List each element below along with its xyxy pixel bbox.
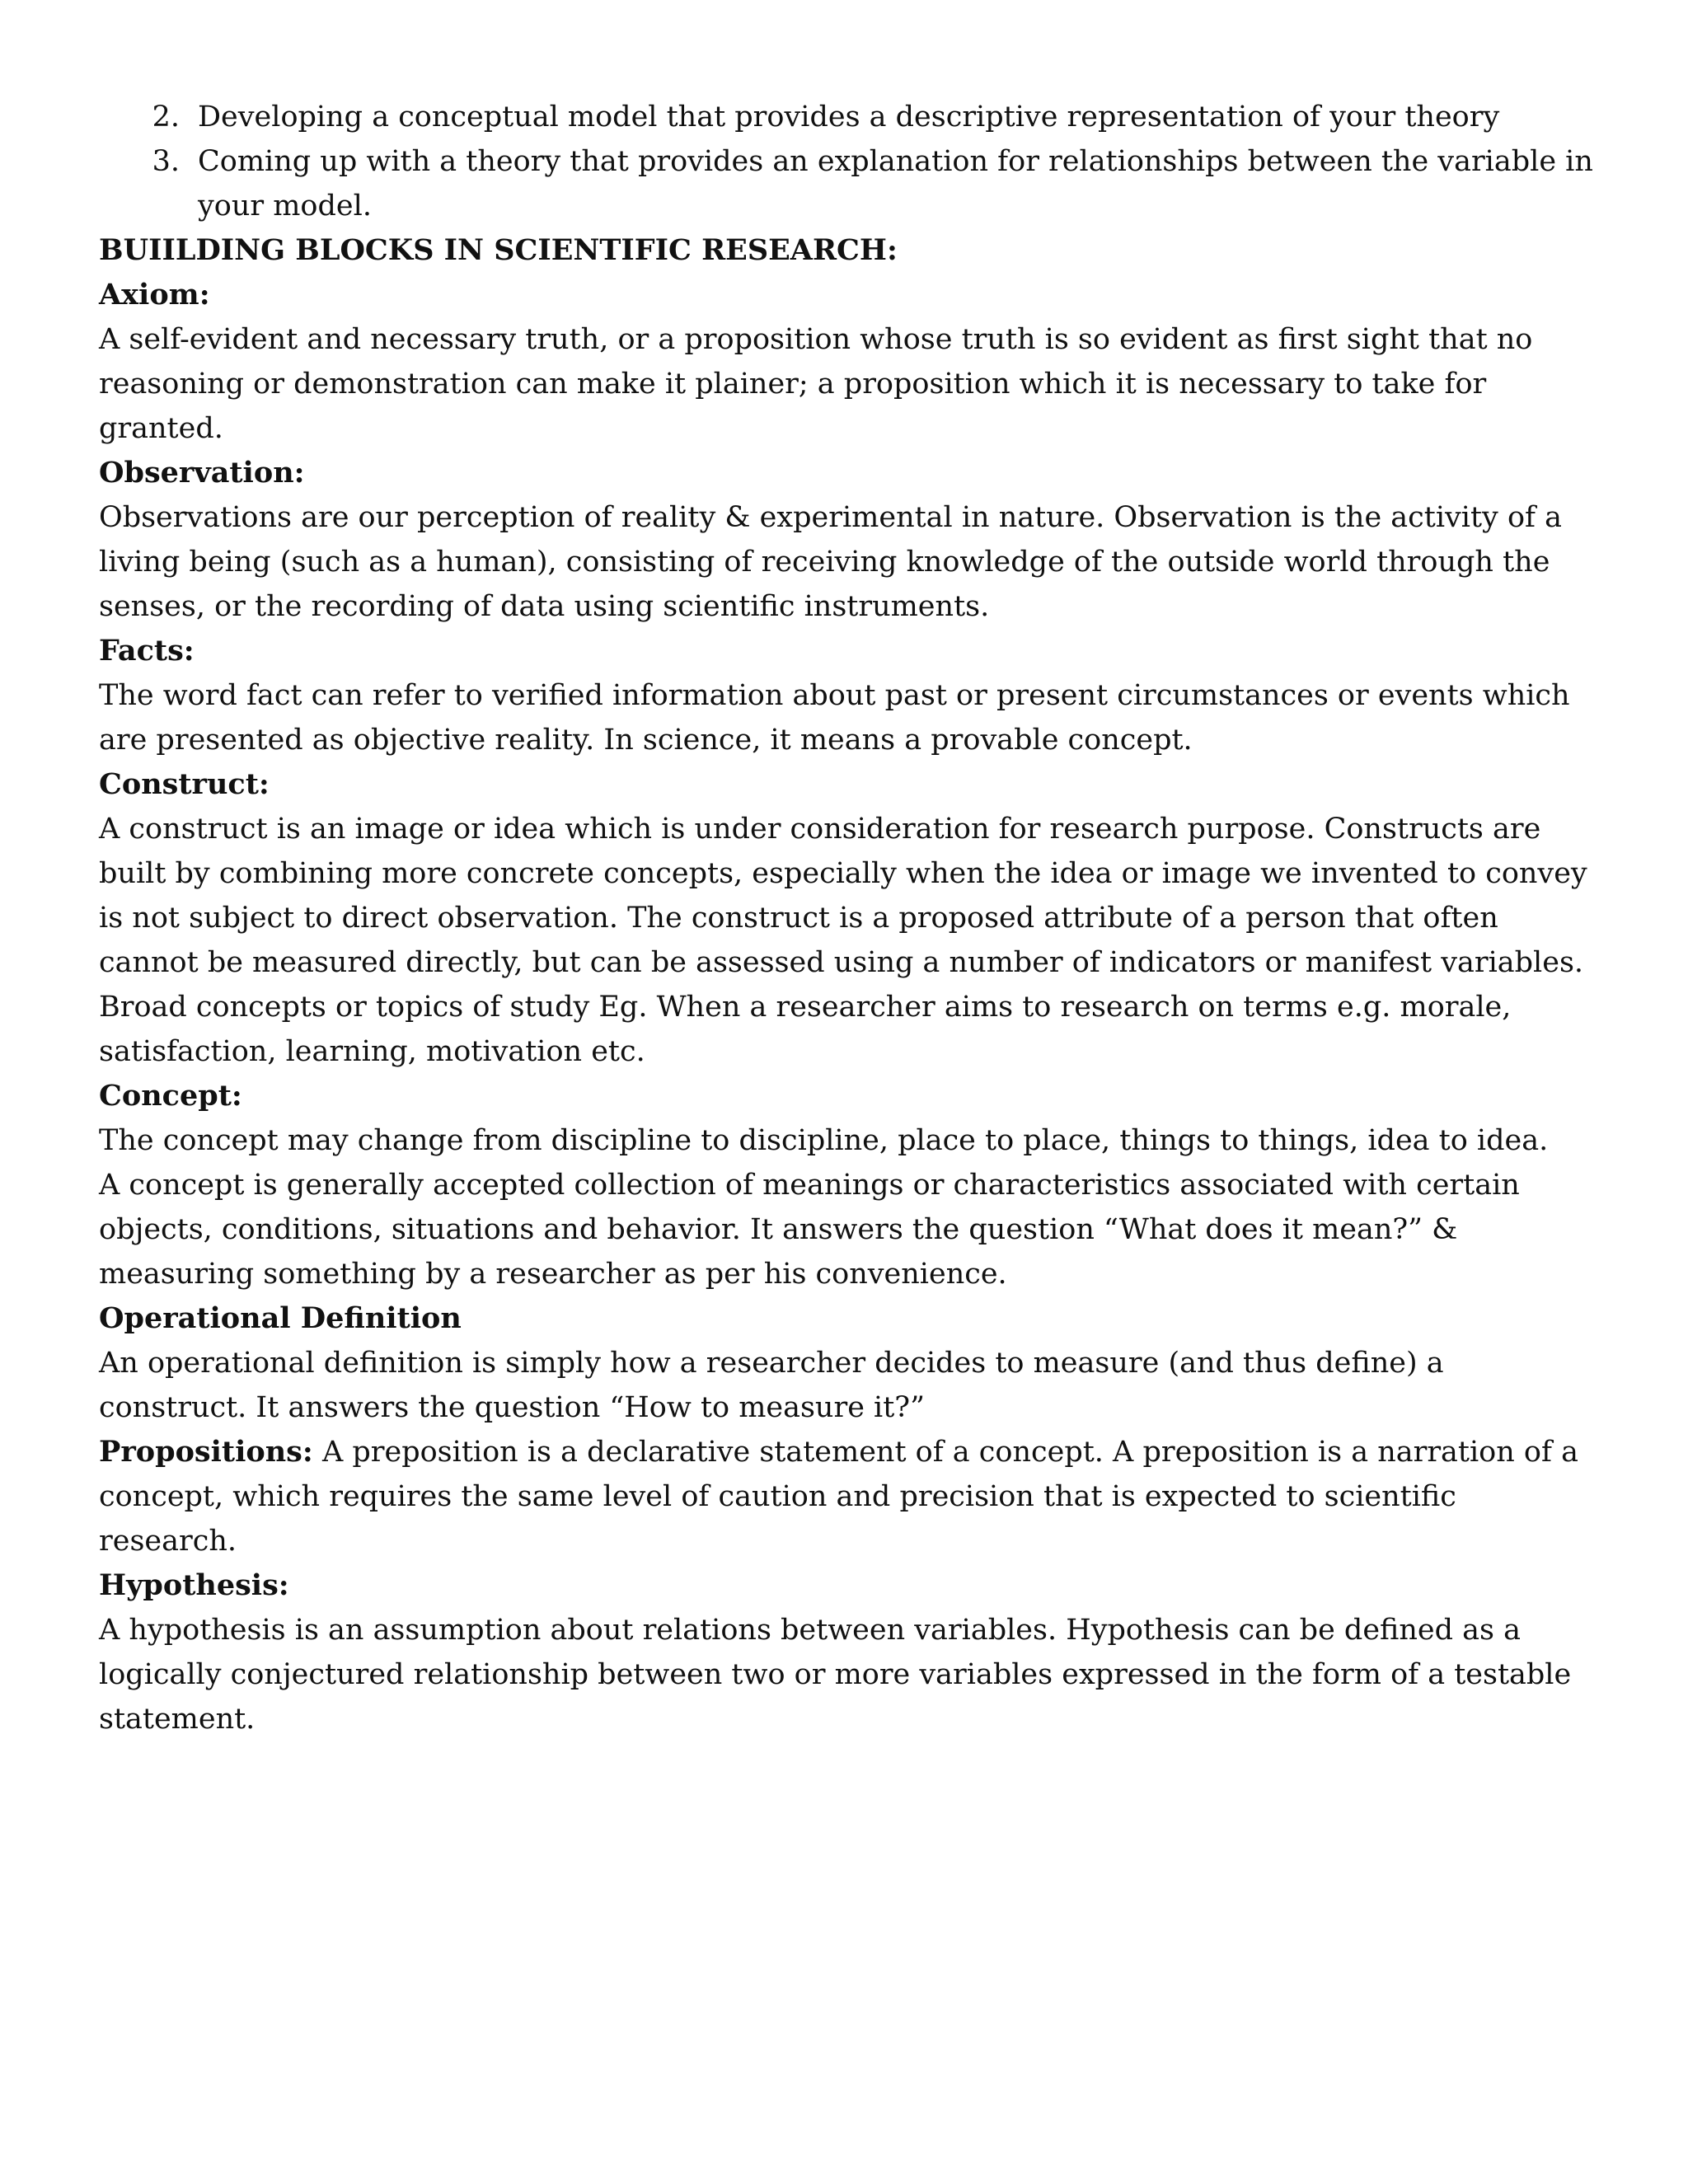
section-paragraph: An operational definition is simply how a researcher decides to measure (and thus define) a construct. It answers the question “How to measure it?” xyxy=(99,1347,1444,1424)
section-heading: Axiom: xyxy=(99,278,210,312)
list-item-text: Coming up with a theory that provides an explanation for relationships between the variable in your model. xyxy=(198,145,1593,223)
section-operational-definition xyxy=(99,1296,1599,1430)
list-item-number: 3. xyxy=(152,145,180,178)
section-paragraph: A hypothesis is an assumption about relations between variables. Hypothesis can be defined as a logically conjectured relationship between two or more variables expressed in the form of a testable statement. xyxy=(99,1614,1572,1736)
section-concept xyxy=(99,1074,1599,1296)
list-item-number: 2. xyxy=(152,101,180,134)
section-heading: Operational Definition xyxy=(99,1301,462,1335)
section-heading: Observation: xyxy=(99,456,305,490)
numbered-list xyxy=(99,95,1599,228)
list-item xyxy=(99,95,1599,139)
main-heading: BUIILDING BLOCKS IN SCIENTIFIC RESEARCH: xyxy=(99,233,898,267)
section-text: A preposition is a declarative statement of a concept. A preposition is a narration of a concept, which requires the same level of caution and precision that is expected to scientific research. xyxy=(99,1436,1578,1558)
section-hypothesis xyxy=(99,1563,1599,1741)
section-paragraph xyxy=(99,1430,1599,1563)
section-propositions xyxy=(99,1430,1599,1563)
section-paragraph: A construct is an image or idea which is under consideration for research purpose. Constructs are built by combining more concrete concepts, especially when the idea or image we invented to convey is not subject to direct observation. The construct is a proposed attribute of a person that often cannot be measured directly, but can be assessed using a number of indicators or manifest variables. Broad concepts or topics of study Eg. When a researcher aims to research on terms e.g. morale, satisfaction, learning, motivation etc. xyxy=(99,813,1587,1068)
section-paragraph: A concept is generally accepted collection of meanings or characteristics associated with certain objects, conditions, situations and behavior. It answers the question “What does it mean?” & measuring something by a researcher as per his convenience. xyxy=(99,1169,1520,1291)
section-heading: Facts: xyxy=(99,634,195,668)
section-paragraph: The word fact can refer to verified information about past or present circumstances or events which are presented as objective reality. In science, it means a provable concept. xyxy=(99,679,1570,757)
section-construct xyxy=(99,762,1599,1074)
section-paragraph: A self-evident and necessary truth, or a proposition whose truth is so evident as first sight that no reasoning or demonstration can make it plainer; a proposition which it is necessary to take for granted. xyxy=(99,323,1533,445)
list-item-text: Developing a conceptual model that provides a descriptive representation of your theory xyxy=(198,101,1500,134)
list-item xyxy=(99,139,1599,228)
document-page xyxy=(99,95,1599,1741)
section-axiom xyxy=(99,273,1599,451)
section-paragraph: The concept may change from discipline to discipline, place to place, things to things, idea to idea. xyxy=(99,1124,1549,1157)
section-heading: Construct: xyxy=(99,767,270,801)
section-heading: Concept: xyxy=(99,1079,242,1113)
section-observation xyxy=(99,451,1599,629)
section-paragraph: Observations are our perception of reality & experimental in nature. Observation is the activity of a living being (such as a human), consisting of receiving knowledge of the outside world through the senses, or the recording of data using scientific instruments. xyxy=(99,501,1562,623)
section-heading: Hypothesis: xyxy=(99,1568,289,1602)
section-facts xyxy=(99,629,1599,762)
section-heading: Propositions: xyxy=(99,1435,313,1469)
